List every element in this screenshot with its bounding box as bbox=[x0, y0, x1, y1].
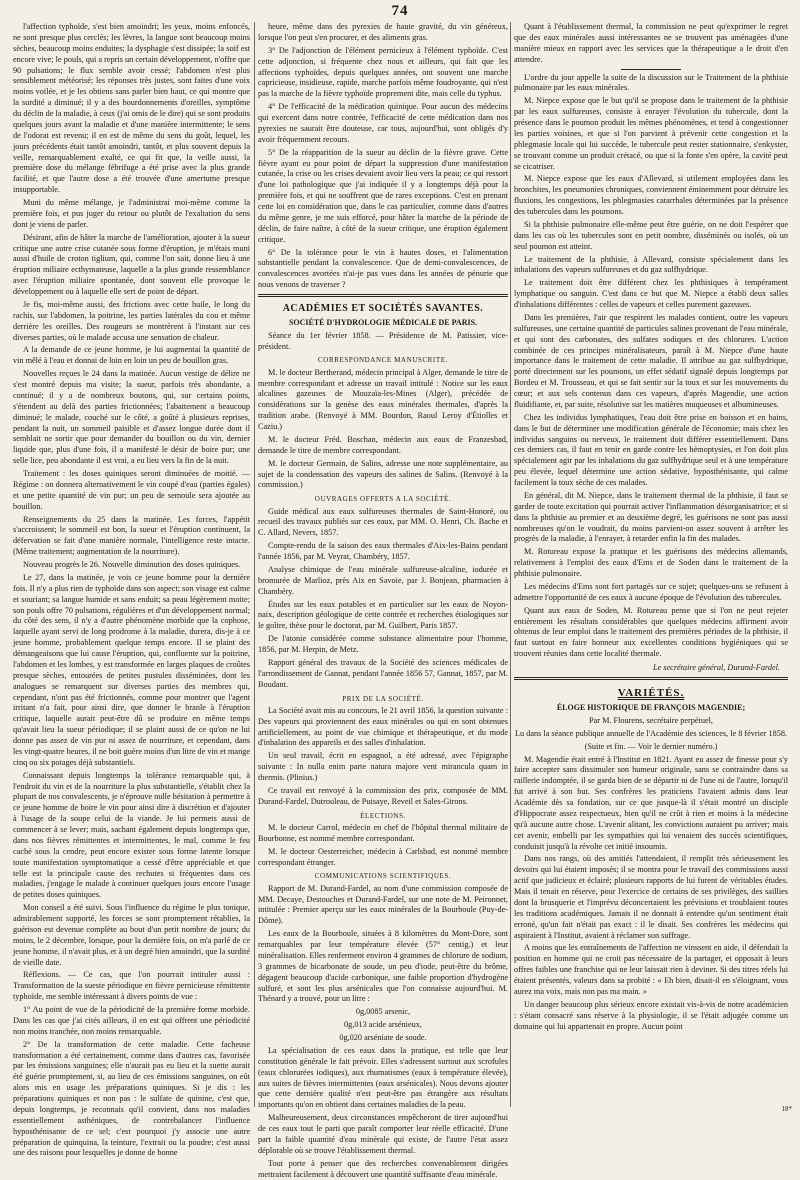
paragraph: M. le docteur Oesterreicher, médecin à Carlsbad, est nommé membre correspondant étranger. bbox=[258, 846, 508, 867]
arsenic-line: 0g,020 arséniate de soude. bbox=[339, 1033, 427, 1043]
paragraph: Ce travail est renvoyé à la commission des prix, composée de MM. Durand-Fardel, Dutrouleau, de Puisaye, Reveil et Sales-Girons. bbox=[258, 785, 508, 806]
paragraph: De l'atonie considérée comme substance alimentaire pour l'homme, 1856, par M. Herpin, de Metz. bbox=[258, 634, 508, 655]
paragraph: Le 27, dans la matinée, je vois ce jeune homme pour la dernière fois. Il n'y a plus rien de typhoïde dans son aspect; son visage est calme et souriant; sa langue humide et sans enduit; sa peau légèrement moite; son pouls offre 70 pulsations, régulières et d'un développement normal; du côté des sens, il n'y a d'autre phénomène morbide que la cophose, laquelle ayant servi de long prodrome à la maladie, durera, dis-je à ce jeune homme, probablement quelque temps encore. Il se plaint des démangeaisons que lui cause l'éruption, qui, confluente sur la poitrine, l'abdomen et les lombes, y est transformée en larges plaques de croûtes presque sèches, entourées de petites pustules disséminées, dont les analogues se remarquent sur diverses parties des membres qui, cependant, n'ont pas été frictionnés, comme pour montrer que l'agent irritant n'a fait, pour ainsi dire, que donner le branle à l'éruption critique, laquelle aurait peut-être dû se produire en même temps qu'avait lieu la sueur périodique; il se plaint aussi de ce qu'on ne lui donne pas assez de vin pur ni assez de nourriture, et cependant, dans les vingt-quatre heures, il ne boit guère moins d'un litre de vin et mange cinq ou six potages déjà substantiels. bbox=[13, 572, 251, 767]
paragraph: Si la phthisie pulmonaire elle-même peut être guérie, on ne doit l'espérer que dans les cas où les tubercules sont en petit nombre, disséminés ou isolés, où un seul poumon est atteint. bbox=[514, 219, 788, 251]
paragraph: Réflexions. — Ce cas, que l'on pourrait intituler aussi : Transformation de la sueste périodique en fièvre pernicieuse rémittente typhoïde, me semble intéressant à divers points de vue : bbox=[13, 970, 250, 1002]
paragraph: Les eaux de la Bourboule, situées à 8 kilomètres du Mont-Dore, sont remarquables par leur température élevée (57° centig.) et leur minéralisation. Elles renferment environ 4 grammes de chlorure de sodium, 3 grammes de bicarbonate de soude, un peu d'iode, peut-être du brôme, dégagent beaucoup d'acide carbonique, une faible proportion d'hydrogène sulfuré, et sont les plus arsénicales que l'on connaisse aujourd'hui. M. Thénard y a trouvé, pour un litre : bbox=[258, 929, 508, 1004]
paragraph: 4° De l'efficacité de la médication quinique. Pour aucun des médecins qui exercent dans notre contrée, l'efficacité de cette médication dans nos pyrexies ne saurait être douteuse, car tous, aujourd'hui, sont obligés d'y avoir fréquemment recours. bbox=[258, 102, 508, 144]
paragraph: Un seul travail, écrit en espagnol, a été adressé, avec l'épigraphe suivante : In nulla enim parte natura majore vent mirancula quam in thermis. (Plinius.) bbox=[258, 751, 508, 783]
paragraph: La spécialisation de ces eaux dans la pratique, est telle que leur constitution générale le fait prévoir. Elles s'adressent surtout aux scrofules (eaux chlorurées iodiques), aux rhumatismes (eaux à température élevée), aux suites de fièvres intermittentes (eaux arsénicales). Nous devons ajouter que cette dernière qualité n'est peut-être pas étrangère aux résultats importants qu'on en obtient dans certaines maladies de la peau. bbox=[258, 1045, 508, 1110]
paragraph: M. le docteur Bertherand, médecin principal à Alger, demande le titre de membre correspondant et adresse un travail intitulé : Notice sur les eaux alcalines gazeuses de Mouzaïa-les-Mines (Alger), précédée de considérations sur la genèse des eaux minérales thermales, d'après la tradition arabe. (Renvoyé à MM. Bourdon, Raoul Leroy d'Étiolles et Caziu.) bbox=[258, 367, 508, 432]
paragraph: Malheureusement, deux circonstances empêcheront de tirer aujourd'hui de ces eaux tout le parti que paraît comporter leur réelle efficacité. D'une part la faible quantité d'eau minérale qui existe, de l'autre l'état assez déplorable où se trouve l'établissement thermal. bbox=[258, 1113, 508, 1155]
paragraph: Guide médical aux eaux sulfureuses thermales de Saint-Honoré, ou recueil des travaux publiés sur ces eaux, par MM. O. Henri, Ch. Bache et C. Allard, Nevers, 1857. bbox=[258, 506, 508, 538]
paragraph: Rapport de M. Durand-Fardel, au nom d'une commission composée de MM. Decaye, Destouches et Durand-Fardel, sur une note de M. Peironnet, intitulée : Premier aperçu sur les eaux minérales de la Bourboule (Puy-de-Dôme). bbox=[258, 883, 508, 926]
paragraph: 1° Au point de vue de la périodicité de la première forme morbide. Dans les cas que j'ai cités ailleurs, il en est qui offrent une périodicité non moins tranchée, non moins remarquable. bbox=[13, 1005, 250, 1036]
paragraph: Renseignements du 25 dans la matinée. Les forces, l'appétit s'accroissent; le sommeil est bon, la sueur et l'éruption continuent, la défervation se fait d'une manière normale, l'intelligence reste intacte. (Même traitement; augmentation de la nourriture). bbox=[13, 514, 250, 557]
column-3 bbox=[514, 22, 788, 1100]
paragraph: heure, même dans des pyrexies de haute gravité, du vin généreux, lorsque l'on peut s'en procurer, et des aliments gras. bbox=[258, 22, 508, 42]
column-2 bbox=[258, 22, 508, 1179]
paragraph: M. Niepce expose que le but qu'il se propose dans le traitement de la phthisie par les eaux sulfureuses, consiste à enrayer l'évolution du tubercule, dont la présence dans le poumon produit les mêmes phénomènes, et tend à congestionner les parties voisines, et que si l'on parvient à prévenir cette congestion et la phlegmasie locale qui lui succède, le tubercule peut rester stationnaire, s'enkyster, se trouvant comme un produit crétacé, ou que si la fonte s'en opère, la cavité peut se cicatriser. bbox=[514, 96, 788, 171]
paragraph: Tout porte à penser que des recherches convenablement dirigées mettraient facilement à découvert une quantité suffisante d'eau minérale. bbox=[258, 1158, 508, 1179]
paragraph: 5° De la réapparition de la sueur au déclin de la fièvre grave. Cette fièvre ayant eu pour point de départ la suppression d'une manifestation cutanée, la crise ou les crises devaient avoir lieu vers la peau; ce qui ressort d'une loi pathologique que j'ai indiquée il y a longtemps déjà pour la première fois, et qui ne souffrent que de rares exceptions. C'est en prenant cette loi en considération que, dans le cas particulier, comme dans d'autres du même genre, je me suis efforcé, pour hâter la marche de la période de déclin, de faire naître, à côté de la sueur critique, une éruption également critique. bbox=[258, 147, 508, 244]
paragraph: M. Magendie était entré à l'Institut en 1821. Ayant eu assez de finesse pour s'y faire accepter sans dissimuler son humeur originale, sans se contraindre dans sa raillerie indomptée, il se garda bien de se départir ni de l'une ni de l'autre, lorsqu'il fut arrivé à son but. Ses confrères les praticiens l'avaient admis dans leur Académie dès sa fondation, sur ce que jusque-là il s'était montré un disciple d'Hippocrate assez respectueux, bien qu'il ne crût à rien et moins à la médecine qu'à aucune autre chose. L'avenir alitant, les convictions auraient pu arriver; mais cet avenir, embelli par les sympathies qui lui venaient des succès scientifiques, conduisit jusqu'à la révolte cet initié insoumis. bbox=[514, 754, 788, 851]
eloge-author: Par M. Flourens, secrétaire perpétuel, bbox=[589, 715, 713, 725]
paragraph: M. le docteur Fréd. Boschan, médecin aux eaux de Franzesbad, demande le titre de membre correspondant. bbox=[258, 434, 508, 455]
paragraph: Traitement : les doses quiniques seront diminuées de moitié. — Régime : on donnera alternativement le vin coupé d'eau (parties égales) et une petite quantité de vin pur; un peu de semoule sera ajoutée au bouillon. bbox=[13, 469, 250, 511]
column-rule-left bbox=[254, 22, 255, 1107]
paragraph: Analyse chimique de l'eau minérale sulfureuse-alcaline, iodurée et bromurée de Marlioz, près Aix en Savoie, par J. Bonjean, pharmacien à Chambéry. bbox=[258, 564, 508, 596]
page-number: 74 bbox=[391, 3, 409, 19]
society-title: SOCIÉTÉ D'HYDROLOGIE MÉDICALE DE PARIS. bbox=[288, 318, 478, 328]
paragraph: 3° De l'adjonction de l'élément pernicieux à l'élément typhoïde. C'est cette adjonction, si fréquente chez nous et ailleurs, qui fait que les affections typhoïdes, depuis quelques années, ont souvent une marche capricieuse, insidieuse, rapide, marche parfois même foudroyante, qui n'est pas la marche de la fièvre typhoïde proprement dite, mais celle du typhus. bbox=[258, 45, 508, 99]
paragraph: Dans les premières, l'air que respirent les malades contient, outre les vapeurs sulfureuses, une certaine quantité de particules salines provenant de l'eau minérale, et qui sont des carbonates, des sulfates sodiques et des chlorures. L'action combinée de ces principes minéralisateurs, paraît à M. Niepce d'une haute importance dans le traitement de cette maladie. Il attribue au gaz sulfhydrique, porté directement sur les poumons, un effet sédatif signalé depuis longtemps par Bordeu et M. Trousseau, et qui se fait sentir sur la toux et sur les mouvements du cœur; et aux sels contenus dans ces vapeurs, d'après Magendie, une action fluidifiante, et, par suite, résolutive sur les matières muqueuses et albumineuses. bbox=[514, 312, 788, 409]
varietes-title: VARIÉTÉS. bbox=[617, 686, 685, 699]
arsenic-line: 0g,0085 arsenic, bbox=[355, 1007, 411, 1017]
paragraph: Rapport général des travaux de la Société des sciences médicales de l'arrondissement de Gannat, pendant l'année 1856 57, Gannat, 1857, par M. Boudant. bbox=[258, 657, 508, 689]
signature: Le secrétaire général, Durand-Fardel. bbox=[652, 663, 780, 672]
eloge-occasion: Lu dans la séance publique annuelle de l'Académie des sciences, le 8 février 1858. bbox=[514, 728, 788, 738]
paragraph: Chez les individus lymphatiques, l'eau doit être prise en boisson et en bains, dans le but de déterminer une modification générale de l'économie; mais chez les individus sanguins ou nerveux, le traitement doit différer essentiellement. Dans ces derniers cas, il faut en tenir en garde contre les hémoptysies, et l'on doit plus spécialement agir par les inhalations du gaz sulfhydrique seul et à une température peu élevée, lequel détermine une action sédative, hyposthénisante, qui calme facilement la toux sèche de ces malades. bbox=[514, 412, 788, 487]
works-heading: OUVRAGES OFFERTS A LA SOCIÉTÉ. bbox=[314, 495, 452, 504]
footer-mark: 18* bbox=[781, 1105, 792, 1113]
paragraph: M. Niepce expose que les eaux d'Allevard, si utilement employées dans les bronchites, les pneumonies chroniques, conviennent éminemment pour détruire les fluxions, les congestions, les phlegmasies catarrhales déterminées par la présence des tubercules dans les poumons. bbox=[514, 174, 788, 216]
paragraph: l'affection typhoïde, s'est bien amoindri; les yeux, moins enfoncés, ne sont presque plus cerclés; les lèvres, la langue sont beaucoup moins sèches, beaucoup moins enduites; la dysphagie s'est dissipée; la soif est encore vive; le pouls, qui a repris un certain développement, n'offre que 90 pulsations; le flux semble avoir cessé; l'abdomen n'est plus sensiblement météorisé; les réponses très justes, sont faites d'une voix moins voilée, et je les obtiens sans parler bien haut, ce qui montre que la surdité a diminué; il y a des bourdonnements d'oreilles, symptôme du déclin de la maladie, à ceux (j'ai omis de le dire) qui se sont produits quelques jours avant la maladie et d'une manière intermittente; le sens de l'odorat est revenu; il en est de même du sens du goût, lequel, les jours précédents était tantôt amoindri, tantôt, et plus souvent depuis la veille, remarquablement exalté, ce qui fit que, la veille aussi, la première dose du mélange fébrifuge a été prise avec la plus grande facilité, et que l'autre dose a été trouvée d'une amertume presque insupportable. bbox=[13, 22, 250, 195]
paragraph: M. Rotureau expose la pratique et les guérisons des médecins allemands, relativement à l'emploi des eaux d'Ems et de Soden dans le traitement de la phthisie pulmonaire. bbox=[514, 547, 788, 578]
paragraph: M. le docteur Carrol, médecin en chef de l'hôpital thermal militaire de Bourbonne, est nommé membre correspondant. bbox=[258, 822, 508, 843]
elections-heading: ÉLECTIONS. bbox=[360, 811, 406, 820]
short-divider bbox=[621, 69, 681, 70]
paragraph: Désirant, afin de hâter la marche de l'amélioration, ajouter à la sueur critique une autre crise cutanée sous forme d'éruption, je m'étais muni aussi d'huile de croton tiglium, qui, comme l'on sait, donne lieu à une éruption miliaire ecthymateuse, laquelle a la plus grande ressemblance avec l'éruption miliaire spontanée, dont souvent elle provoque le développement ou à laquelle elle sert de point de départ. bbox=[13, 232, 250, 296]
paragraph: 6° De la tolérance pour le vin à hautes doses, et l'alimentation substantielle pendant la convalescence. Que de demi-convalescences, de convalescences avortées n'ai-je pas vues dans les années de pénurie que nous venons de traverser ? bbox=[258, 247, 508, 290]
paragraph: En général, dit M. Niepce, dans le traitement thermal de la phthisie, il faut se garder de toute excitation qui pourrait activer l'inflammation désorganisatrice; et si dans la phthisie au premier et au deuxième degré, les guérisons ne sont pas aussi nombreuses qu'on le voudrait, du moins parvient-on assez souvent à arrêter les progrès de la maladie, à l'enrayer, à retarder enfin la fin des malades. bbox=[514, 490, 788, 544]
paragraph: L'ordre du jour appelle la suite de la discussion sur le Traitement de la phthisie pulmonaire par les eaux minérales. bbox=[514, 72, 788, 93]
paragraph: A moins que les entraînements de l'affection ne vinssent en aide, il défendait la position en homme qui ne croit pas nécessaire de la partager, et opposait à leurs offres faibles une franchise qui ne leur laissait rien à deviner. Si des titres réels lui étaient présentés, valeurs dans sa probité : « Eh bien, disait-il en s'éloignant, vous aurez ma voix, mais non pas ma main. » bbox=[514, 943, 788, 996]
correspondance-heading: CORRESPONDANCE MANUSCRITE. bbox=[318, 356, 448, 365]
paragraph: La Société avait mis au concours, le 21 avril 1856, la question suivante : Des vapeurs qui proviennent des eaux minérales ou qui en sont obtenues artificiellement, au point de vue chimique et thérapeutique, et du mode d'inhalation des appareils et des salles d'inhalation. bbox=[258, 705, 508, 748]
paragraph: Nouveau progrès le 26. Nouvelle diminution des doses quiniques. bbox=[23, 560, 241, 569]
column-1 bbox=[13, 22, 251, 1158]
section-divider bbox=[258, 294, 508, 297]
section-title: ACADÉMIES ET SOCIÉTÉS SAVANTES. bbox=[282, 303, 484, 314]
paragraph: Études sur les eaux potables et en particulier sur les eaux de Noyon-naix, description géologique de cette contrée et recherches étiologiques sur le goître, thèse pour le doctorat, par M. Guilbert, Paris 1857. bbox=[258, 599, 508, 631]
column-rule-right bbox=[510, 22, 511, 1107]
paragraph: Muni du même mélange, je l'administrai moi-même comme la première fois, et pus juger du retour ou plutôt de l'exaltation du sens dont je viens de parler. bbox=[13, 198, 250, 229]
paragraph: Nouvelles reçues le 24 dans la matinée. Aucun vestige de délire ne s'est montré depuis ma visite; la sueur, parfois très abondante, a continué; il y a de nombreux boutons, qui, sur certains points, s'étendent au delà des parties frictionnées; l'abattement a beaucoup diminué; le malade, couché sur le côté, a goûté à plusieurs reprises, pendant la nuit, un sommeil paisible et d'assez longue durée dont il semblait ne sortir que pour demander du bouillon ou du vin, dernier liquide que, plus d'une fois, il a manifesté le désir de boire pur; une selle lice, peu abondante il est vrai, a eu lieu vers la fin de la nuit. bbox=[13, 369, 250, 466]
paragraph: Mon conseil a été suivi. Sous l'influence du régime le plus tonique, admirablement supporté, les forces se sont promptement rétablies, la guérison est devenue complète au bout d'un petit nombre de jours; du moins, le 2 décembre, lorsque, pour la dernière fois, on m'a parlé de ce jeune homme, il n'avait plus, et à un degré bien amoindri, que la surdité de vieille date. bbox=[13, 903, 250, 967]
communications-heading: COMMUNICATIONS SCIENTIFIQUES. bbox=[314, 872, 452, 881]
arsenic-line: 0g,013 acide arsénieux, bbox=[344, 1020, 422, 1030]
paragraph: Dans nos rangs, où des amitiés l'attendaient, il remplit très sérieusement les devoirs qui lui étaient imposés; il se montra pour le travail des commissions aussi actif que judicieux et éclairé; plusieurs rapports de lui furent de véritables études. Mais il tenait en réserve, pour l'exercice de certains de ses privilèges, des saillies dont la brusquerie et l'imprévu déconcertaient les prévisions et troublaient toutes les traditions académiques. Jamais il ne donnait à entendre qu'un sentiment était erroné, qu'un fait n'était pas exact : il le disait. Ses confrères les médecins qui aspiraient à l'Institut, avaient à réclamer son suffrage. bbox=[514, 854, 788, 940]
paragraph: Quant à l'établissement thermal, la commission ne peut qu'exprimer le regret que des eaux minérales aussi intéressantes ne se trouvent pas aménagées d'une manière mieux en rapport avec les services que la thérapeutique a le droit d'en attendre. bbox=[514, 22, 788, 64]
paragraph: A la demande de ce jeune homme, je lui augmentai la quantité de vin mêlé à l'eau et donnai de loin en loin un peu de bouillon gras. bbox=[13, 345, 250, 366]
paragraph: Quant aux eaux de Soden, M. Rotureau pense que si l'on ne peut rejeter entièrement les résultats considérables que quelques médecins affirment avoir obtenus de leur emploi dans le traitement des premières périodes de la phthisie, il faut surtout en faire honneur aux excellentes conditions hygiéniques qui se trouvent réunies dans cette localité thermale. bbox=[514, 605, 788, 659]
paragraph: Le traitement de la phthisie, à Allevard, consiste spécialement dans les inhalations des vapeurs sulfureuses et du gaz sulfhydrique. bbox=[514, 254, 788, 275]
paragraph: Le traitement doit être différent chez les phthisiques à tempérament lymphatique ou sanguin. C'est dans ce but que M. Niepce a établi deux salles d'inhalations différentes : celles de vapeurs et celles purement gazeuses. bbox=[514, 278, 788, 309]
paragraph: Connaissant depuis longtemps la tolérance remarquable qui, à l'endroit du vin et de la nourriture la plus substantielle, s'établit chez la plupart de nos convalescents, je n'éprouve nulle hésitation à permettre à ce jeune homme de boire le vin pour ainsi dire à discrétion et d'ajouter à l'usage de la soupe celui de la viande. Je lui permets aussi de commencer à se lever; mais, sachant également depuis longtemps que, dans nos fièvres rémittentes et intermittentes, le mal, comme le feu caché sous la cendre, peut encore exister sous forme latente lorsque toute manifestation symptomatique a cessé d'être appréciable et que telle est la principale cause des rechutes si fréquentes dans ces maladies, j'engage le malade à continuer quelques jours encore l'usage de petites doses quiniques. bbox=[13, 770, 250, 900]
prize-heading: PRIX DE LA SOCIÉTÉ. bbox=[342, 694, 424, 703]
section-divider bbox=[514, 677, 788, 680]
session-line: Séance du 1er février 1858. — Présidence de M. Patissier, vice-président. bbox=[258, 330, 508, 351]
paragraph: Je fis, moi-même aussi, des frictions avec cette huile, le long du rachis, sur l'abdomen, la poitrine, les parties latérales du cou et même derrière les oreilles. Des rougeurs se montrèrent à l'instant sur ces diverses parties, où le malade accusa une sensation de chaleur. bbox=[13, 299, 250, 342]
paragraph: Les médecins d'Ems sont fort partagés sur ce sujet; quelques-uns se refusent à admettre l'opportunité de ces eaux à aucune époque de l'évolution des tubercules. bbox=[514, 581, 788, 602]
eloge-title: ÉLOGE HISTORIQUE DE FRANÇOIS MAGENDIE; bbox=[556, 703, 746, 713]
paragraph: Un danger beaucoup plus sérieux encore existait vis-à-vis de notre académicien : s'étant consacré sans réserve à la physiologie, il se l'était adjugée comme un domaine qui lui appartenait en propre. Aucun point bbox=[514, 999, 788, 1031]
paragraph: M. le docteur Germain, de Salins, adresse une note supplémentaire, au sujet de la condensation des vapeurs des salines de Salins. (Renvoyé à la commission.) bbox=[258, 458, 508, 490]
paragraph: 2° De la transformation de cette maladie. Cette facheuse transformation a été certainement, comme dans d'autres cas, favorisée par les émissions sanguines; elle n'aurait pas eu lieu et la suette aurait été guérie promptement, si, au lieu de ces émissions sanguines, on eût alors mis en usage les préparations quiniques. Si je dis : les préparations quiniques et non pas : le sulfate de quinine, c'est que, depuis longtemps, je reconnais qu'il convient, dans nos maladies essentiellement asthéniques, de contrebalancer l'influence hyposthénisante de ce sel; c'est pourquoi j'y associe une autre préparation de quinquina, la teinture, l'extrait ou la poudre; c'est aussi une des raisons pour lesquelles je donne de bonne bbox=[13, 1039, 250, 1158]
eloge-suite: (Suite et fin. — Voir le dernier numéro.) bbox=[584, 741, 718, 751]
paragraph: Compte-rendu de la saison des eaux thermales d'Aix-les-Bains pendant l'année 1856, par M. Veyrat, Chambéry, 1857. bbox=[258, 541, 508, 562]
